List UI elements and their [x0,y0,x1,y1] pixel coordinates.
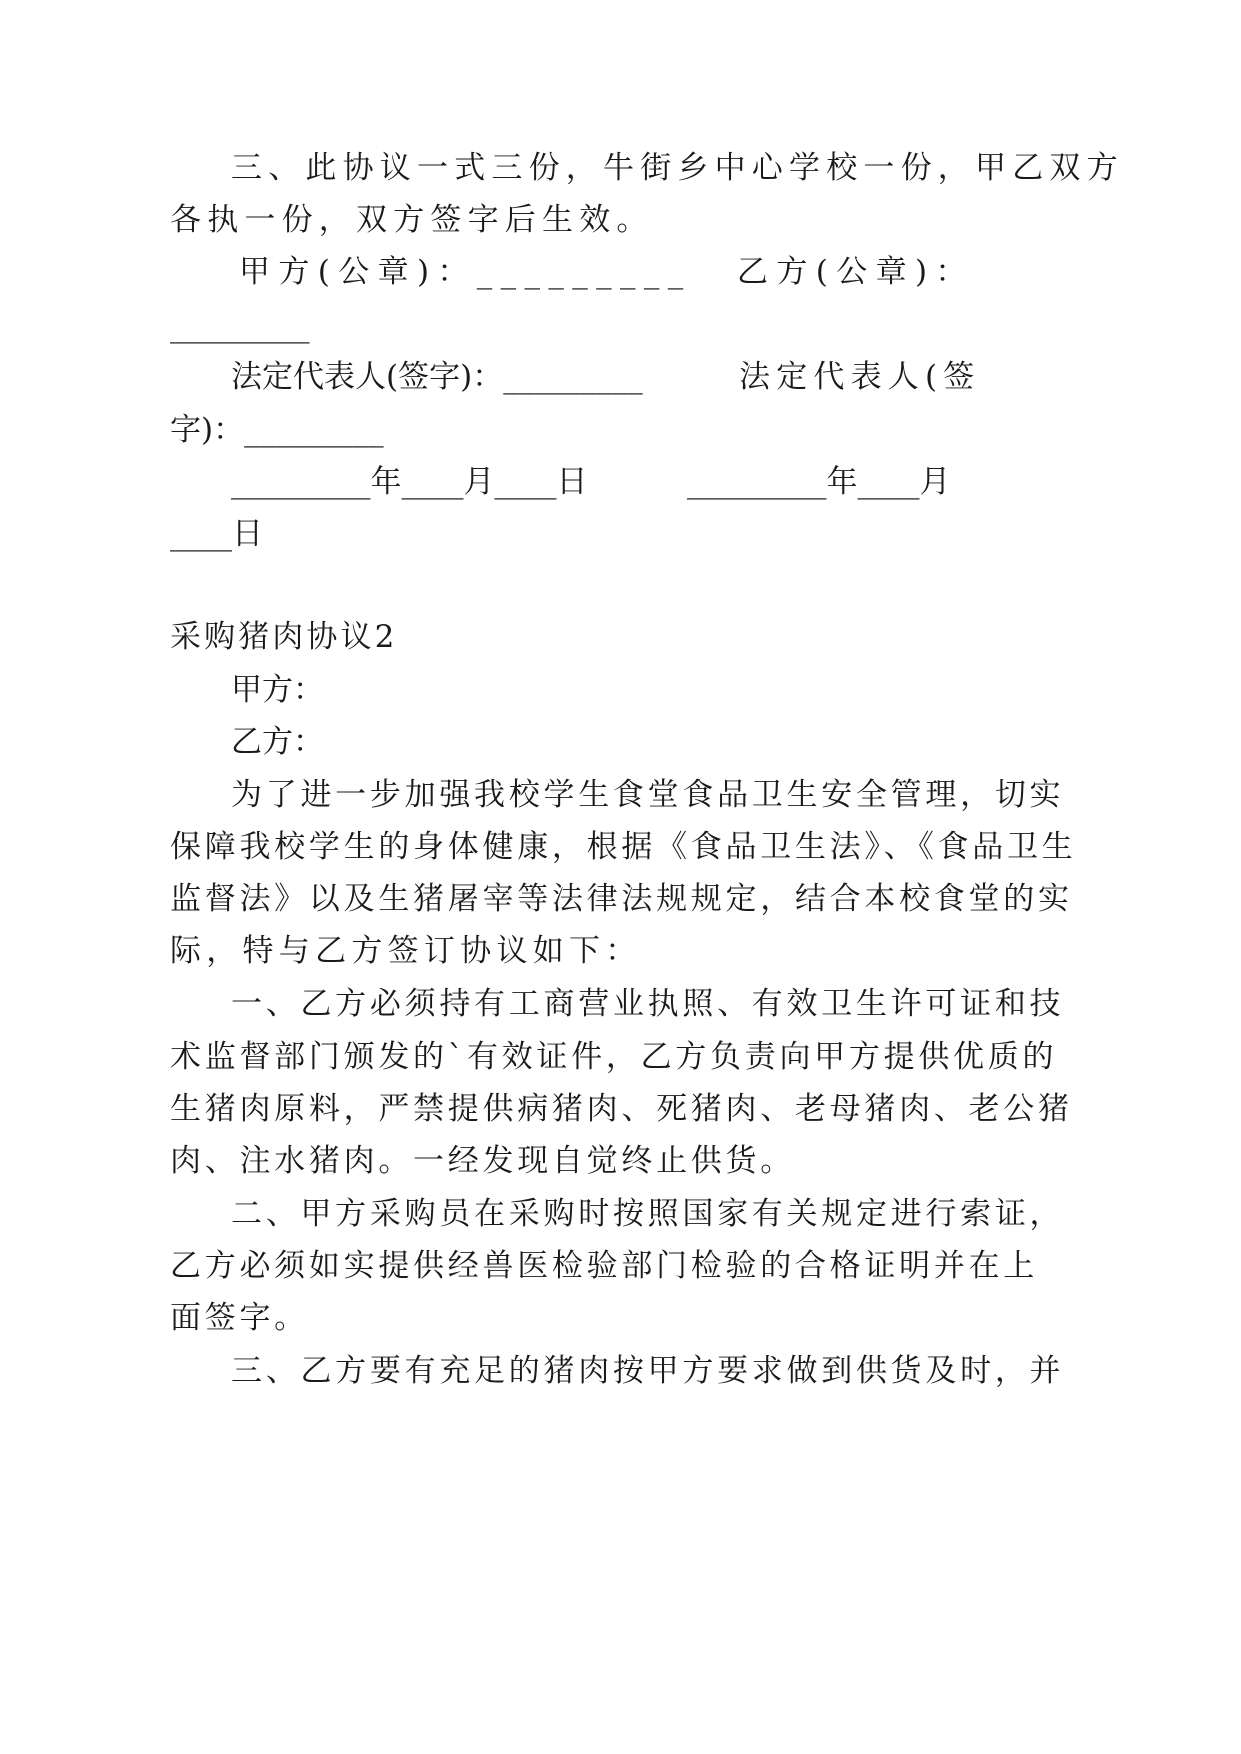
paragraph-line: 肉、注水猪肉。一经发现自觉终止供货。 [170,1143,795,1179]
party-a-date-line: _________年____月____日 [231,464,588,500]
party-a-label: 甲方： [231,672,324,708]
document-title: 采购猪肉协议2 [170,619,398,655]
party-a-seal-line: 甲方(公章)：_________ [239,254,692,290]
paragraph-line: 面签字。 [170,1300,309,1336]
paragraph-line: 三、此协议一式三份，牛街乡中心学校一份，甲乙双方 [231,150,1124,186]
paragraph-line: 乙方必须如实提供经兽医检验部门检验的合格证明并在上 [170,1248,1038,1284]
paragraph-line: 二、甲方采购员在采购时按照国家有关规定进行索证， [231,1196,1065,1232]
paragraph-line: 监督法》以及生猪屠宰等法律法规规定，结合本校食堂的实 [170,881,1073,917]
paragraph-line: 一、乙方必须持有工商营业执照、有效卫生许可证和技 [231,986,1065,1022]
paragraph-line: ____日 [170,516,263,552]
party-b-date-line: _________年____月 [687,464,951,500]
paragraph-line: 各执一份，双方签字后生效。 [170,202,654,238]
paragraph-line: 生猪肉原料，严禁提供病猪肉、死猪肉、老母猪肉、老公猪 [170,1091,1073,1127]
paragraph-line: 三、乙方要有充足的猪肉按甲方要求做到供货及时，并 [231,1353,1065,1389]
paragraph-line: 保障我校学生的身体健康，根据《食品卫生法》、《食品卫生 [170,829,1077,865]
party-b-representative-line: 法定代表人(签 [739,359,981,395]
paragraph-line: 际，特与乙方签订协议如下： [170,933,642,969]
paragraph-line: 字)：_________ [170,412,384,448]
paragraph-line: 为了进一步加强我校学生食堂食品卫生安全管理，切实 [231,777,1065,813]
party-b-label: 乙方： [231,724,324,760]
blank-line: _________ [170,308,310,344]
party-b-seal-line: 乙方(公章)： [737,254,975,290]
party-a-representative-line: 法定代表人(签字)：_________ [231,359,643,395]
paragraph-line: 术监督部门颁发的`有效证件，乙方负责向甲方提供优质的 [170,1039,1058,1075]
